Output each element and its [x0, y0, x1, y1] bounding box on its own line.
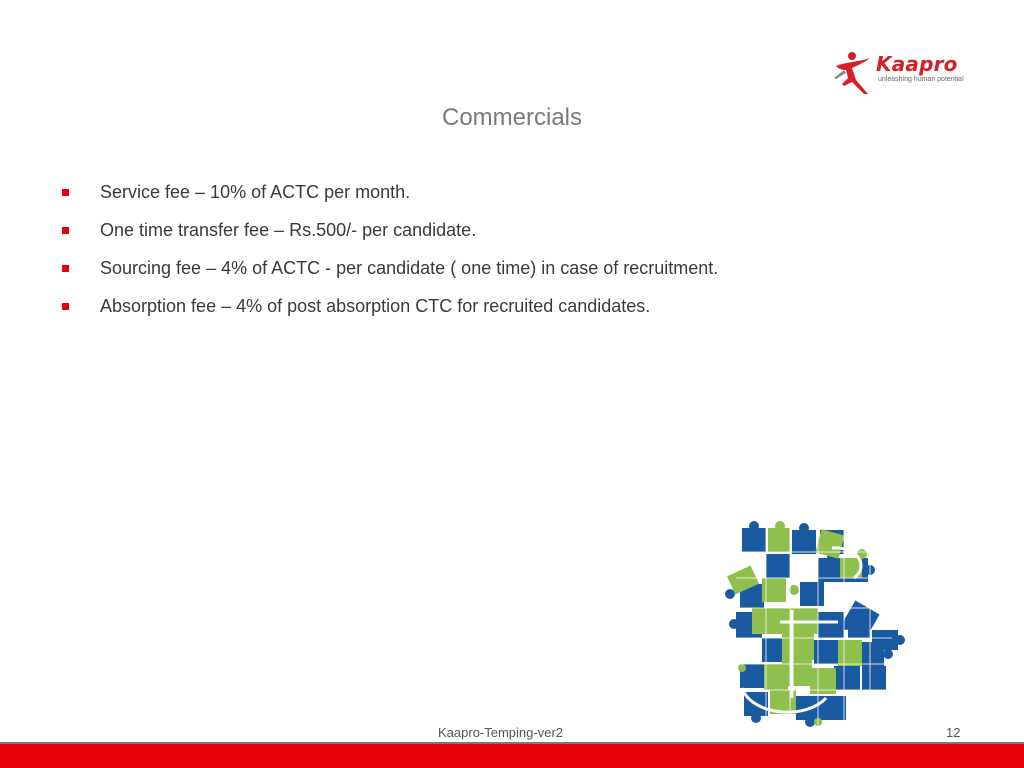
bullet-text: Sourcing fee – 4% of ACTC - per candidate ( one time) in case of recruitment.	[100, 258, 719, 278]
bullet-text: Absorption fee – 4% of post absorption CTC for recruited candidates.	[100, 296, 651, 316]
slide-title: Commercials	[441, 104, 582, 131]
page-number: 12	[946, 725, 961, 740]
square-bullet-icon	[62, 227, 69, 234]
footer-label: Kaapro-Temping-ver2	[438, 725, 564, 740]
bullet-text: One time transfer fee – Rs.500/- per candidate.	[100, 220, 477, 240]
logo-tagline: unleashing human potential	[878, 76, 964, 83]
square-bullet-icon	[62, 303, 69, 310]
square-bullet-icon	[62, 189, 69, 196]
kaapro-logo	[832, 48, 972, 98]
logo-wordmark: Kaapro	[876, 52, 958, 76]
footer-bar	[0, 742, 1024, 768]
square-bullet-icon	[62, 265, 69, 272]
kaapro-figure-icon	[832, 48, 876, 98]
jigsaw-puzzle-icon	[722, 518, 912, 728]
bullet-text: Service fee – 10% of ACTC per month.	[100, 182, 411, 202]
